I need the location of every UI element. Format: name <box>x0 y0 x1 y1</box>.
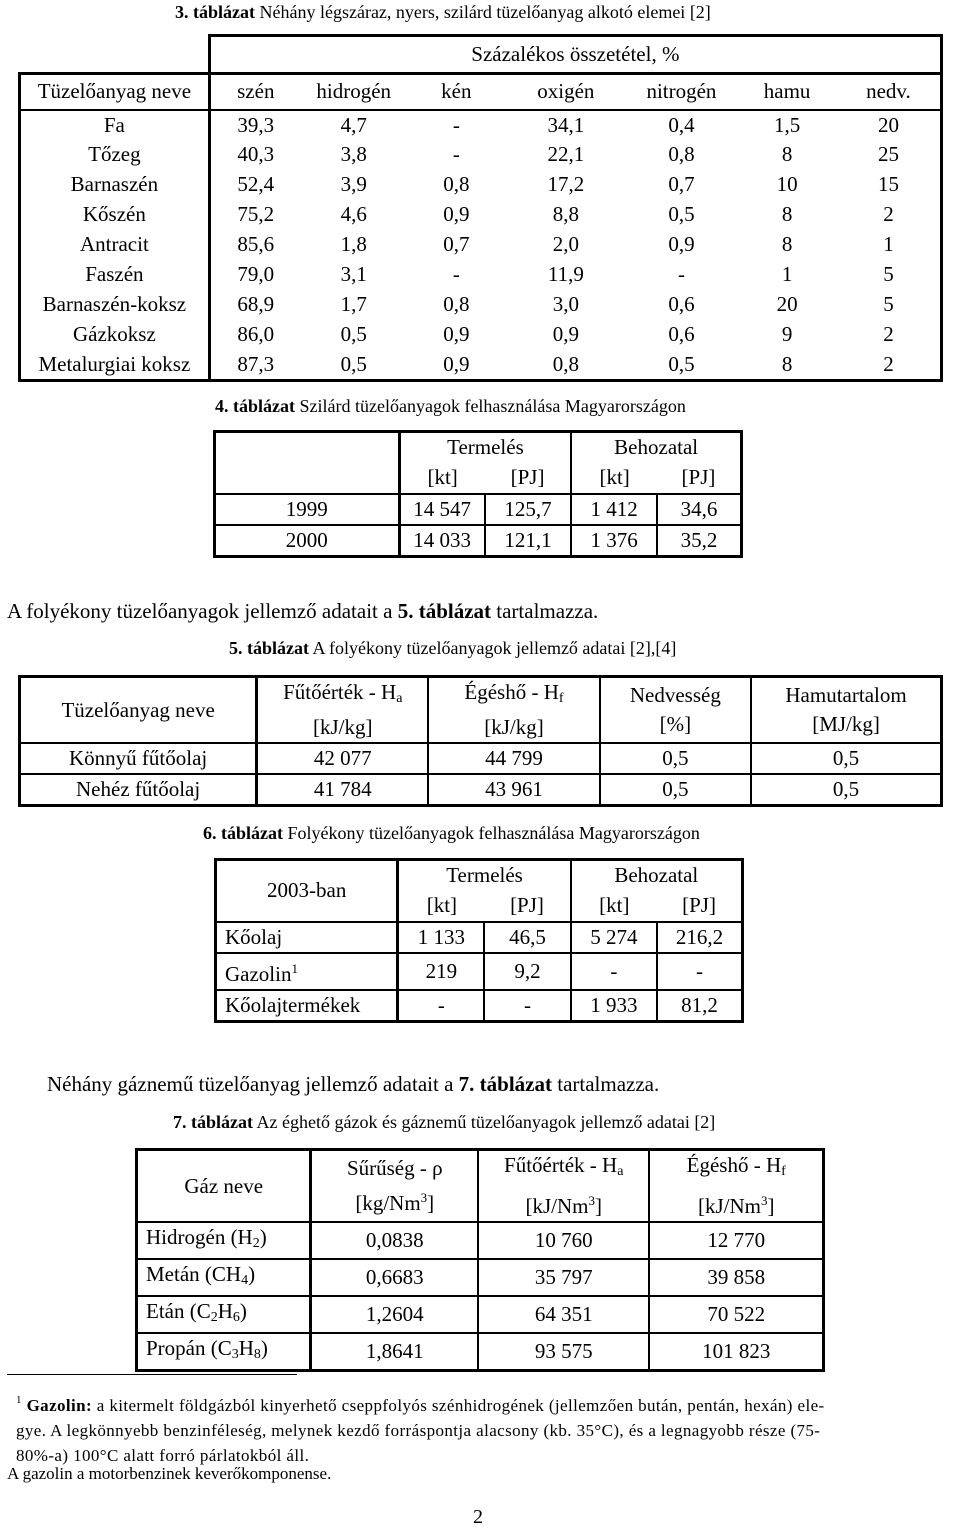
table3-cell: 0,5 <box>668 202 695 226</box>
table6-cell: - <box>657 953 742 990</box>
gas-name: ) <box>260 1336 268 1360</box>
table3-cell: 86,0 <box>237 322 275 346</box>
table7-row-name <box>137 1333 311 1371</box>
table-row <box>20 290 942 320</box>
table3-cell: 0,8 <box>443 172 470 196</box>
footnote-extra-line: A gazolin a motorbenzinek keverőkomponense. <box>7 1464 332 1483</box>
table3-cell: 5 <box>837 290 942 320</box>
table-row <box>20 743 942 774</box>
table6-row-name <box>216 990 398 1022</box>
footnote-mark: 1 <box>16 1394 22 1406</box>
table3-cell: 0,9 <box>552 322 579 346</box>
table-row <box>137 1296 824 1333</box>
table6-cell: 9,2 <box>484 953 570 990</box>
table7-cell: 93 575 <box>478 1333 649 1371</box>
table-row <box>20 320 942 350</box>
table3-cell: 20 <box>776 292 798 316</box>
table3-row-name: Antracit <box>20 230 210 260</box>
table3-cell: 0,8 <box>506 350 626 381</box>
table3-row-name: Kőszén <box>20 200 210 230</box>
table-row <box>20 110 942 140</box>
table4-cell: 34,6 <box>657 494 742 525</box>
table5-row-name: Nehéz fűtőolaj <box>20 774 257 806</box>
table7-row-name <box>137 1259 311 1296</box>
table4-cell: 1 412 <box>571 494 657 525</box>
table3-cell: 3,0 <box>552 292 579 316</box>
table3-cell: 20 <box>837 110 942 140</box>
gas-subscript: 8 <box>253 1347 261 1362</box>
table3-cell: 4,7 <box>340 112 367 137</box>
table4-unit: [PJ] <box>510 465 545 489</box>
table4-year: 1999 <box>215 494 400 525</box>
table6-cell: - <box>484 990 570 1022</box>
table4-unit: [kt] <box>571 463 657 494</box>
table6-unit: [kt] <box>571 891 657 922</box>
table3-cell: 15 <box>837 170 942 200</box>
footnote-line: gye. A legkönnyebb benzinféleség, melynek kezdő forráspontja alacsony (kb. 35°C), és a legnagyobb része (75- <box>16 1421 821 1440</box>
table3-header-cell: oxigén <box>506 74 626 110</box>
table4-year: 2000 <box>215 525 400 557</box>
table5-header-name: Tüzelőanyag neve <box>20 677 257 744</box>
table7-header-suruseg: Sűrűség - ρ [kg/Nm$^3$] <box>346 1156 443 1215</box>
table6-cell: 81,2 <box>657 990 742 1022</box>
table3-cell: 4,6 <box>340 202 367 226</box>
table3-cell: 79,0 <box>237 262 275 286</box>
table4 <box>213 430 743 558</box>
table3-cell: 1,8 <box>340 232 367 256</box>
table3-cell: 0,5 <box>626 350 738 381</box>
table-row <box>215 525 742 557</box>
gas-name: ) <box>239 1299 247 1323</box>
gas-name: Metán (CH <box>146 1262 242 1286</box>
table7-cell: 12 770 <box>649 1222 823 1259</box>
table4-caption: 4. táblázat Szilárd tüzelőanyagok felhasználása Magyarországon <box>215 396 686 416</box>
gas-subscript: 6 <box>232 1310 240 1325</box>
table4-unit: [PJ] <box>681 465 716 489</box>
table3-cell: 85,6 <box>237 232 275 256</box>
table6-year-label: 2003-ban <box>216 860 398 922</box>
table5-cell: 0,5 <box>751 774 941 806</box>
table3-cell: 39,3 <box>237 112 275 137</box>
table3-cell: - <box>452 112 460 137</box>
table3-cell: 0,7 <box>668 172 695 196</box>
table-row <box>20 200 942 230</box>
table3-cell: 22,1 <box>547 142 585 166</box>
table3-cell: 0,6 <box>668 292 695 316</box>
table3-cell: 75,2 <box>237 202 275 226</box>
table7-cell: 0,6683 <box>365 1265 424 1289</box>
table-row <box>137 1259 824 1296</box>
table7-cell: 0,0838 <box>365 1228 424 1252</box>
table-row <box>20 140 942 170</box>
table6-unit: [PJ] <box>510 893 544 917</box>
table6-caption: 6. táblázat Folyékony tüzelőanyagok felhasználása Magyarországon <box>203 823 700 843</box>
table3-header-name: Tüzelőanyag neve <box>20 74 210 110</box>
table3-header-cell: hamu <box>737 74 837 110</box>
gas-subscript: 3 <box>231 1347 239 1362</box>
table7-cell: 10 760 <box>478 1222 649 1259</box>
table3-cell: 1 <box>781 262 793 286</box>
table3-cell: 2 <box>837 320 942 350</box>
table6-row-label: Kőolajtermékek <box>225 992 361 1017</box>
table3-cell: 40,3 <box>237 142 275 166</box>
table3-header-cell: hidrogén <box>301 74 407 110</box>
gas-name: Propán (C <box>146 1336 232 1360</box>
table3-group-header: Százalékos összetétel, % <box>209 36 941 74</box>
gas-name: H <box>217 1299 233 1323</box>
table3-cell: 3,1 <box>340 262 367 286</box>
gas-subscript: 2 <box>252 1236 260 1251</box>
table7-cell: 1,2604 <box>365 1302 424 1326</box>
table5 <box>18 675 943 807</box>
gas-name: ) <box>248 1262 256 1286</box>
table7-header-futoertek: Fűtőérték - $H_a$ [kJ/Nm$^3$] <box>478 1150 649 1223</box>
footnote-line: a kitermelt földgázból kinyerhető cseppfolyós szénhidrogének (jellemzően bután, pentán, hexán) ele- <box>92 1396 825 1415</box>
footnote-line: 80%-a) 100°C alatt forró párlatokból áll. <box>16 1446 310 1465</box>
table7-header-egesho: Égéshő - $H_f$ [kJ/Nm$^3$] <box>649 1150 823 1223</box>
table3-cell: 34,1 <box>547 112 585 137</box>
table3-caption: 3. táblázat Néhány légszáraz, nyers, szilárd tüzelőanyag alkotó elemei [2] <box>175 2 711 22</box>
table4-cell: 121,1 <box>485 525 572 557</box>
table4-cell: 35,2 <box>657 525 742 557</box>
table3-cell: 1,7 <box>340 292 367 316</box>
table3 <box>18 34 943 382</box>
table7-cell: 39 858 <box>649 1259 823 1296</box>
table3-cell: 2,0 <box>552 232 579 256</box>
table3-cell: 5 <box>837 260 942 290</box>
table7-cell: 35 797 <box>478 1259 649 1296</box>
footnote-ref: 1 <box>291 960 298 976</box>
table5-caption: 5. táblázat A folyékony tüzelőanyagok jellemző adatai [2],[4] <box>229 638 677 658</box>
table3-cell: 0,7 <box>443 232 470 256</box>
table3-cell: 3,9 <box>340 172 367 196</box>
table3-cell: 0,6 <box>668 322 695 346</box>
table4-group-termeles: Termelés <box>447 435 524 460</box>
table6-cell: 46,5 <box>484 922 570 953</box>
table7-cell: 1,8641 <box>365 1339 424 1363</box>
table3-cell: 3,8 <box>340 142 367 166</box>
table-row <box>20 170 942 200</box>
table5-cell: 0,5 <box>600 743 751 774</box>
table6-group-behozatal: Behozatal <box>571 860 743 891</box>
table3-cell: 8 <box>781 202 793 226</box>
table7-header-name: Gáz neve <box>137 1150 311 1223</box>
table3-cell: 52,4 <box>237 172 275 196</box>
table3-row-name: Fa <box>20 110 210 140</box>
table3-header-cell: kén <box>407 74 506 110</box>
table3-cell: - <box>452 142 460 166</box>
table3-row-name: Barnaszén-koksz <box>20 290 210 320</box>
table-row <box>20 230 942 260</box>
table-row <box>216 953 743 990</box>
table3-cell: 0,8 <box>668 142 695 166</box>
table6-cell: - <box>571 953 657 990</box>
table6-cell: 1 933 <box>571 990 657 1022</box>
table6-unit: [kt] <box>426 893 458 917</box>
table5-header-hamutartalom: Hamutartalom [MJ/kg] <box>751 677 941 744</box>
table4-corner <box>215 432 400 494</box>
table7-row-name <box>137 1296 311 1333</box>
table4-cell: 14 547 <box>399 494 485 525</box>
table6 <box>214 858 744 1023</box>
table-row <box>137 1333 824 1371</box>
gas-subscript: 4 <box>241 1273 249 1288</box>
footnote <box>16 1388 956 1468</box>
footnote-separator <box>7 1374 297 1375</box>
footnote-term: Gazolin: <box>26 1396 93 1415</box>
table3-cell: 10 <box>776 172 798 196</box>
table6-row-label: Kőolaj <box>225 924 283 949</box>
table5-header-nedvesseg: Nedvesség [%] <box>600 677 751 744</box>
table3-cell: 0,5 <box>301 350 407 381</box>
table3-cell: 17,2 <box>547 172 585 196</box>
table7-cell: 64 351 <box>478 1296 649 1333</box>
table3-cell: 8 <box>781 142 793 166</box>
table4-group-behozatal: Behozatal <box>571 432 741 463</box>
table3-cell: 2 <box>837 350 942 381</box>
paragraph-liquid-fuels: A folyékony tüzelőanyagok jellemző adatait a 5. táblázat tartalmazza. <box>7 599 599 623</box>
table4-cell: 125,7 <box>485 494 572 525</box>
table3-cell: - <box>677 262 685 286</box>
table3-cell: 87,3 <box>209 350 301 381</box>
table4-unit: [kt] <box>427 465 458 489</box>
table3-row-name: Tőzeg <box>20 140 210 170</box>
table-row <box>20 350 942 381</box>
table5-header-egesho: Égéshő - $H_f$ [kJ/kg] <box>428 677 599 744</box>
table6-cell: 1 133 <box>398 922 484 953</box>
table3-header-cell: nitrogén <box>626 74 738 110</box>
table5-cell: 0,5 <box>600 774 751 806</box>
table5-row-name: Könnyű fűtőolaj <box>20 743 257 774</box>
table7-cell: 70 522 <box>649 1296 823 1333</box>
table3-cell: 0,5 <box>340 322 367 346</box>
table-row <box>20 260 942 290</box>
table3-cell: 68,9 <box>237 292 275 316</box>
table3-cell: 8 <box>781 232 793 256</box>
table3-cell: 8,8 <box>552 202 579 226</box>
table6-unit: [PJ] <box>682 893 716 917</box>
table-row <box>216 990 743 1022</box>
table6-cell: 219 <box>398 953 484 990</box>
table6-group-termeles: Termelés <box>446 863 523 888</box>
table3-cell: 0,9 <box>443 322 470 346</box>
table6-cell: - <box>398 990 484 1022</box>
table6-row-label: Gazolin <box>225 961 292 986</box>
gas-name: Etán (C <box>146 1299 211 1323</box>
table6-cell: 5 274 <box>571 922 657 953</box>
table3-row-name: Gázkoksz <box>20 320 210 350</box>
table-row <box>216 922 743 953</box>
table3-header-cell: nedv. <box>837 74 942 110</box>
table3-cell: 1,5 <box>773 112 801 137</box>
table3-cell: 9 <box>781 322 793 346</box>
table5-header-futoertek: Fűtőérték - $H_a$ [kJ/kg] <box>283 680 403 739</box>
table3-cell: 11,9 <box>547 262 584 286</box>
table3-cell: 0,8 <box>443 292 470 316</box>
table3-cell: 0,9 <box>443 202 470 226</box>
table5-cell: 0,5 <box>751 743 941 774</box>
table6-row-name <box>216 922 398 953</box>
page-number: 2 <box>473 1506 483 1528</box>
table3-cell: 25 <box>837 140 942 170</box>
paragraph-gaseous-fuels: Néhány gáznemű tüzelőanyag jellemző adatait a 7. táblázat tartalmazza. <box>47 1072 660 1096</box>
table5-cell: 44 799 <box>428 743 599 774</box>
table7-row-name <box>137 1222 311 1259</box>
gas-subscript: 2 <box>210 1310 218 1325</box>
table7-cell: 101 823 <box>649 1333 823 1371</box>
table-row <box>215 494 742 525</box>
table3-cell: 8 <box>737 350 837 381</box>
table4-cell: 14 033 <box>399 525 485 557</box>
table3-cell: 0,4 <box>668 112 695 137</box>
table7 <box>135 1148 825 1372</box>
table6-cell: 216,2 <box>657 922 742 953</box>
table-row <box>20 774 942 806</box>
table3-row-name: Faszén <box>20 260 210 290</box>
table4-cell: 1 376 <box>571 525 657 557</box>
table3-cell: 0,9 <box>668 232 695 256</box>
table3-cell: 1 <box>837 230 942 260</box>
table5-cell: 43 961 <box>428 774 599 806</box>
table3-row-name: Metalurgiai koksz <box>20 350 210 381</box>
table6-row-name <box>216 953 398 990</box>
table3-cell: - <box>452 262 460 286</box>
gas-name: ) <box>259 1225 267 1249</box>
table3-header-cell: szén <box>209 74 301 110</box>
table7-caption: 7. táblázat Az éghető gázok és gáznemű tüzelőanyagok jellemző adatai [2] <box>173 1112 716 1132</box>
table5-cell: 42 077 <box>257 743 429 774</box>
table3-row-name: Barnaszén <box>20 170 210 200</box>
gas-name: H <box>238 1336 254 1360</box>
table5-cell: 41 784 <box>257 774 429 806</box>
table3-cell: 2 <box>837 200 942 230</box>
table-row <box>137 1222 824 1259</box>
gas-name: Hidrogén (H <box>146 1225 253 1249</box>
table3-cell: 0,9 <box>407 350 506 381</box>
